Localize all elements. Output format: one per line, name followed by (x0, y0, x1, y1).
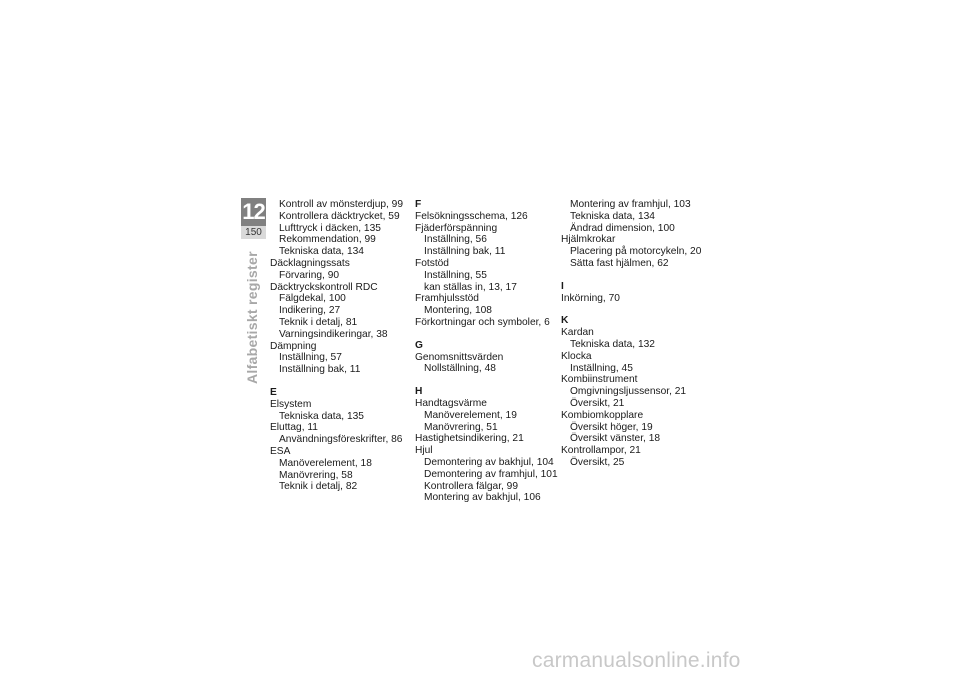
index-entry: Inkörning, 70 (561, 292, 620, 304)
index-subentry: Kontrollera däcktrycket, 59 (279, 210, 400, 222)
index-column-2 (415, 199, 558, 504)
index-letter: H (415, 386, 423, 398)
index-entry: Dämpning (270, 340, 317, 352)
index-letter: I (561, 280, 564, 292)
index-subentry: Demontering av bakhjul, 104 (424, 456, 554, 468)
index-subentry: Översikt höger, 19 (570, 421, 653, 433)
index-subentry: Inställning, 57 (279, 352, 342, 364)
index-subentry: Montering av bakhjul, 106 (424, 492, 541, 504)
index-entry: Förkortningar och symboler, 6 (415, 316, 550, 328)
index-subentry: Översikt, 25 (570, 456, 625, 468)
index-entry: Felsökningsschema, 126 (415, 210, 528, 222)
index-subentry: Lufttryck i däcken, 135 (279, 222, 381, 234)
index-subentry: Teknik i detalj, 82 (279, 481, 358, 493)
index-column-3 (561, 199, 701, 469)
index-entry: Handtagsvärme (415, 397, 487, 409)
index-entry: Fjäderförspänning (415, 222, 498, 234)
index-entry: Elsystem (270, 398, 312, 410)
index-subentry: Tekniska data, 134 (279, 246, 364, 258)
index-subentry: Inställning, 56 (424, 234, 487, 246)
index-letter: F (415, 199, 422, 210)
index-subentry: Kontroll av mönsterdjup, 99 (279, 199, 404, 210)
index-entry: Fotstöd (415, 257, 449, 269)
index-subentry: Sätta fast hjälmen, 62 (570, 257, 669, 269)
index-letter: K (561, 315, 569, 327)
index-subentry: Rekommendation, 99 (279, 234, 376, 246)
index-subentry: Manövrering, 58 (279, 469, 353, 481)
index-letter: E (270, 386, 277, 398)
index-entry: Kardan (561, 327, 594, 339)
index-subentry: Montering, 108 (424, 305, 492, 317)
index-entry: Klocka (561, 350, 592, 362)
index-entry: Hastighetsindikering, 21 (415, 433, 524, 445)
index-subentry: Inställning bak, 11 (424, 246, 506, 258)
index-subentry: Omgivningsljussensor, 21 (570, 386, 687, 398)
index-subentry: Översikt vänster, 18 (570, 433, 661, 445)
index-subentry: Ändrad dimension, 100 (570, 222, 675, 234)
index-subentry: Inställning, 45 (570, 362, 633, 374)
section-title: Alfabetiskt register (244, 251, 260, 384)
index-subentry: Montering av framhjul, 103 (570, 199, 691, 210)
index-entry: Kombiinstrument (561, 374, 638, 386)
index-subentry: Manövrering, 51 (424, 421, 498, 433)
watermark: carmanualsonline.info (532, 649, 741, 672)
index-subentry: Kontrollera fälgar, 99 (424, 480, 519, 492)
index-subentry: Indikering, 27 (279, 305, 341, 317)
index-subentry: Placering på motorcykeln, 20 (570, 246, 702, 258)
index-subentry: Tekniska data, 132 (570, 338, 655, 350)
index-entry: ESA (270, 445, 291, 457)
index-letter: G (415, 339, 423, 351)
page-number: 150 (241, 226, 266, 239)
index-entry: Framhjulsstöd (415, 293, 479, 305)
index-entry: Eluttag, 11 (270, 422, 318, 434)
index-entry: Kontrollampor, 21 (561, 445, 641, 457)
index-entry: Däcktryckskontroll RDC (270, 281, 378, 293)
index-subentry: Manöverelement, 18 (279, 457, 372, 469)
index-entry: Kombiomkopplare (561, 409, 644, 421)
index-subentry: Varningsindikeringar, 38 (279, 328, 388, 340)
index-subentry: Tekniska data, 134 (570, 210, 655, 222)
index-subentry: Teknik i detalj, 81 (279, 316, 358, 328)
index-subentry: Tekniska data, 135 (279, 410, 364, 422)
index-subentry: Demontering av framhjul, 101 (424, 468, 558, 480)
index-subentry: kan ställas in, 13, 17 (424, 281, 517, 293)
index-subentry: Nollställning, 48 (424, 363, 496, 375)
chapter-marker (241, 198, 266, 239)
index-subentry: Användningsföreskrifter, 86 (279, 434, 403, 446)
index-subentry: Fälgdekal, 100 (279, 293, 346, 305)
index-entry: Däcklagningssats (270, 257, 350, 269)
index-entry: Hjälmkrokar (561, 234, 616, 246)
index-entry: Hjul (415, 445, 433, 457)
index-column-1 (270, 199, 404, 493)
index-subentry: Inställning, 55 (424, 269, 487, 281)
chapter-number: 12 (242, 199, 265, 224)
index-entry: Genomsnittsvärden (415, 351, 504, 363)
index-subentry: Översikt, 21 (570, 397, 625, 409)
index-subentry: Inställning bak, 11 (279, 364, 361, 376)
index-subentry: Förvaring, 90 (279, 269, 340, 281)
index-subentry: Manöverelement, 19 (424, 409, 517, 421)
